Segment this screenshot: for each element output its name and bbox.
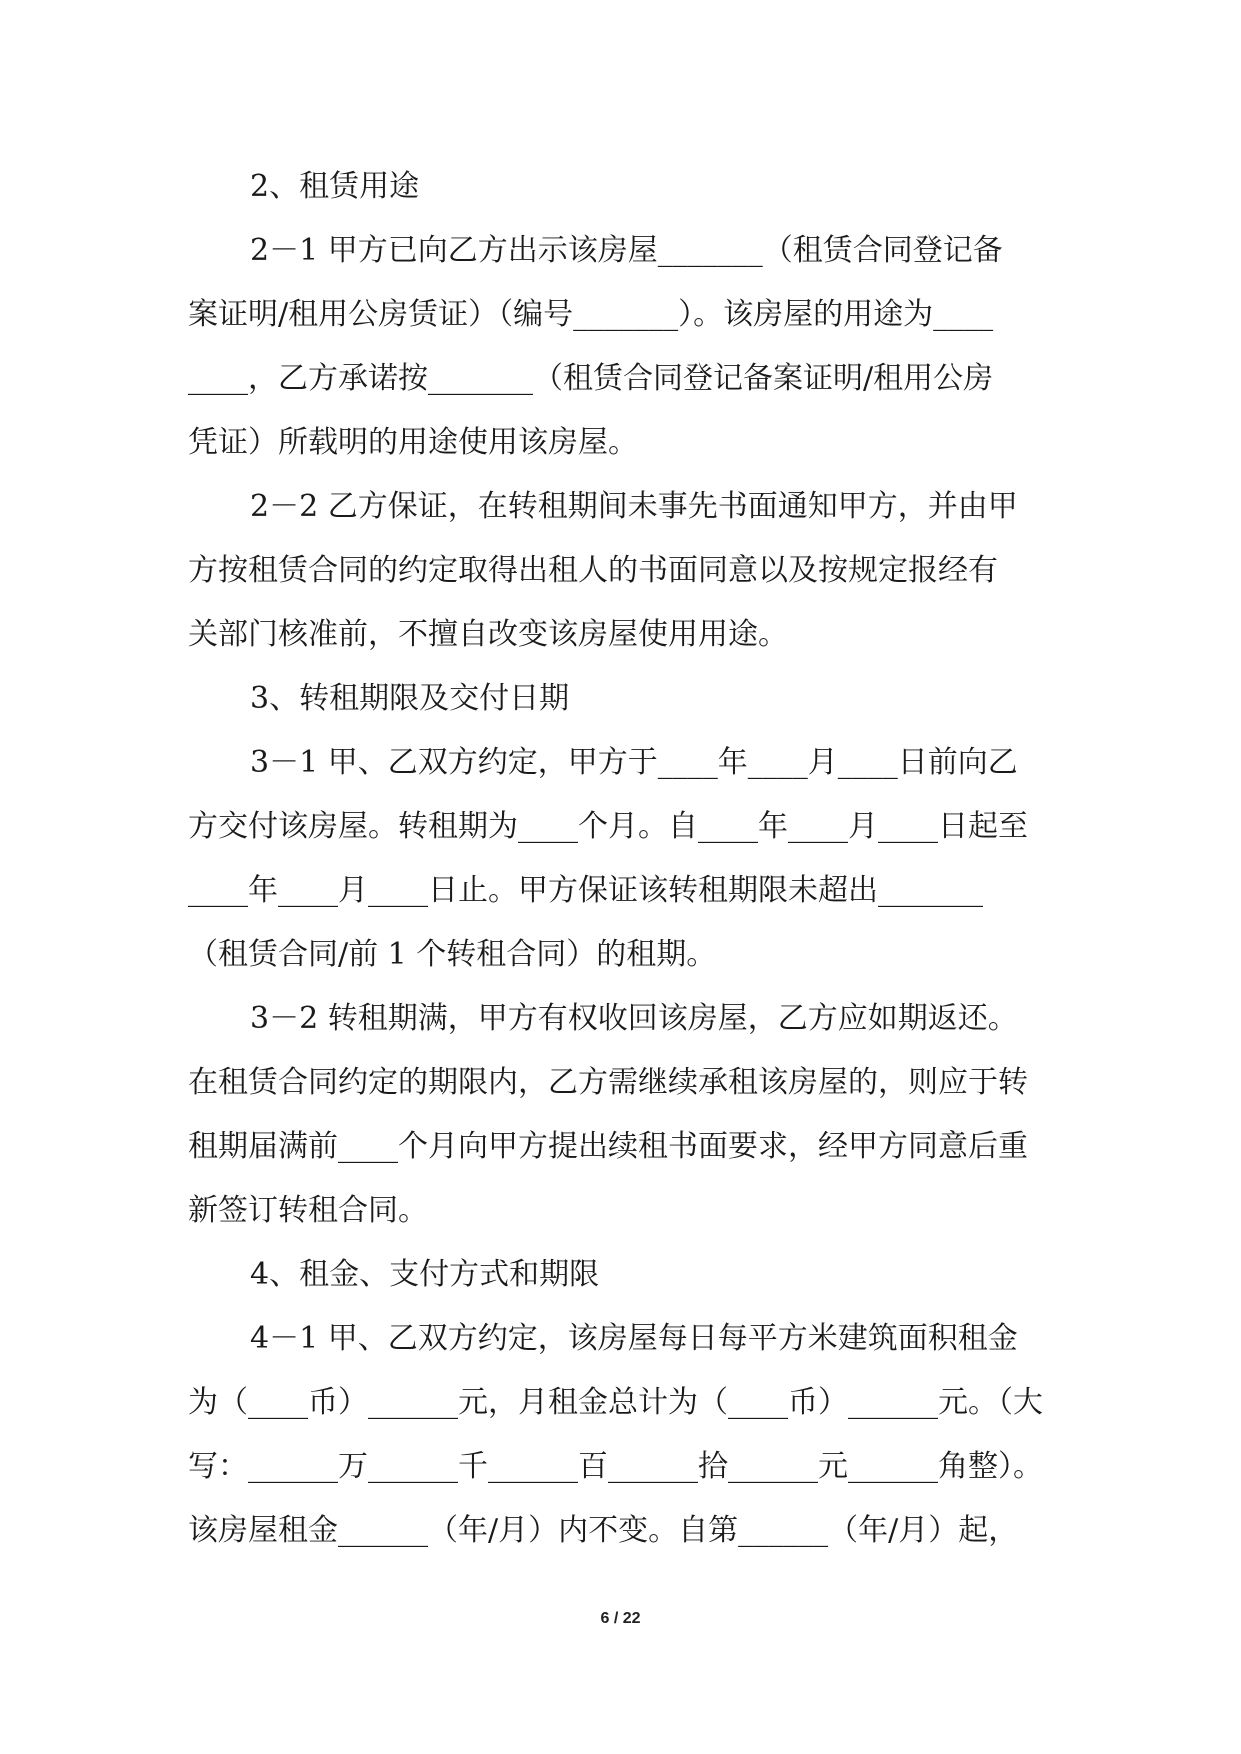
paragraph-line: 租期届满前____个月向甲方提出续租书面要求，经甲方同意后重	[188, 1129, 1028, 1164]
paragraph-line: 凭证）所载明的用途使用该房屋。	[188, 425, 638, 460]
paragraph-line: 为（____币）______元，月租金总计为（____币）______元。（大	[188, 1385, 1043, 1420]
document-body	[188, 155, 1058, 1563]
page-number: 6 / 22	[600, 1610, 641, 1627]
paragraph-line: 方交付该房屋。转租期为____个月。自____年____月____日起至	[188, 809, 1028, 844]
paragraph-line: 该房屋租金______（年/月）内不变。自第______（年/月）起，	[188, 1513, 1019, 1548]
paragraph-line: （租赁合同/前 1 个转租合同）的租期。	[188, 937, 717, 972]
paragraph-line: ____年____月____日止。甲方保证该转租期限未超出_______	[188, 873, 983, 908]
paragraph-line: 方按租赁合同的约定取得出租人的书面同意以及按规定报经有	[188, 553, 998, 588]
paragraph-line: 4－1 甲、乙双方约定，该房屋每日每平方米建筑面积租金	[250, 1321, 1018, 1356]
paragraph-line: 案证明/租用公房赁证）（编号_______）。该房屋的用途为____	[188, 297, 994, 332]
paragraph-line: 写：______万______千______百______拾______元______角整）。	[188, 1449, 1043, 1484]
paragraph-line: 新签订转租合同。	[188, 1193, 428, 1228]
paragraph-line: 3－2 转租期满，甲方有权收回该房屋，乙方应如期返还。	[250, 1001, 1018, 1036]
paragraph-line: ____，乙方承诺按_______（租赁合同登记备案证明/租用公房	[188, 361, 994, 396]
paragraph-line: 关部门核准前，不擅自改变该房屋使用用途。	[188, 617, 788, 652]
section-heading: 4、租金、支付方式和期限	[250, 1257, 600, 1292]
paragraph-line: 2－2 乙方保证，在转租期间未事先书面通知甲方，并由甲	[250, 489, 1018, 524]
paragraph-line: 3－1 甲、乙双方约定，甲方于____年____月____日前向乙	[250, 745, 1018, 780]
section-heading: 2、租赁用途	[250, 169, 420, 204]
paragraph-line: 2－1 甲方已向乙方出示该房屋_______（租赁合同登记备	[250, 233, 1003, 268]
paragraph-line: 在租赁合同约定的期限内，乙方需继续承租该房屋的，则应于转	[188, 1065, 1028, 1100]
section-heading: 3、转租期限及交付日期	[250, 681, 570, 716]
